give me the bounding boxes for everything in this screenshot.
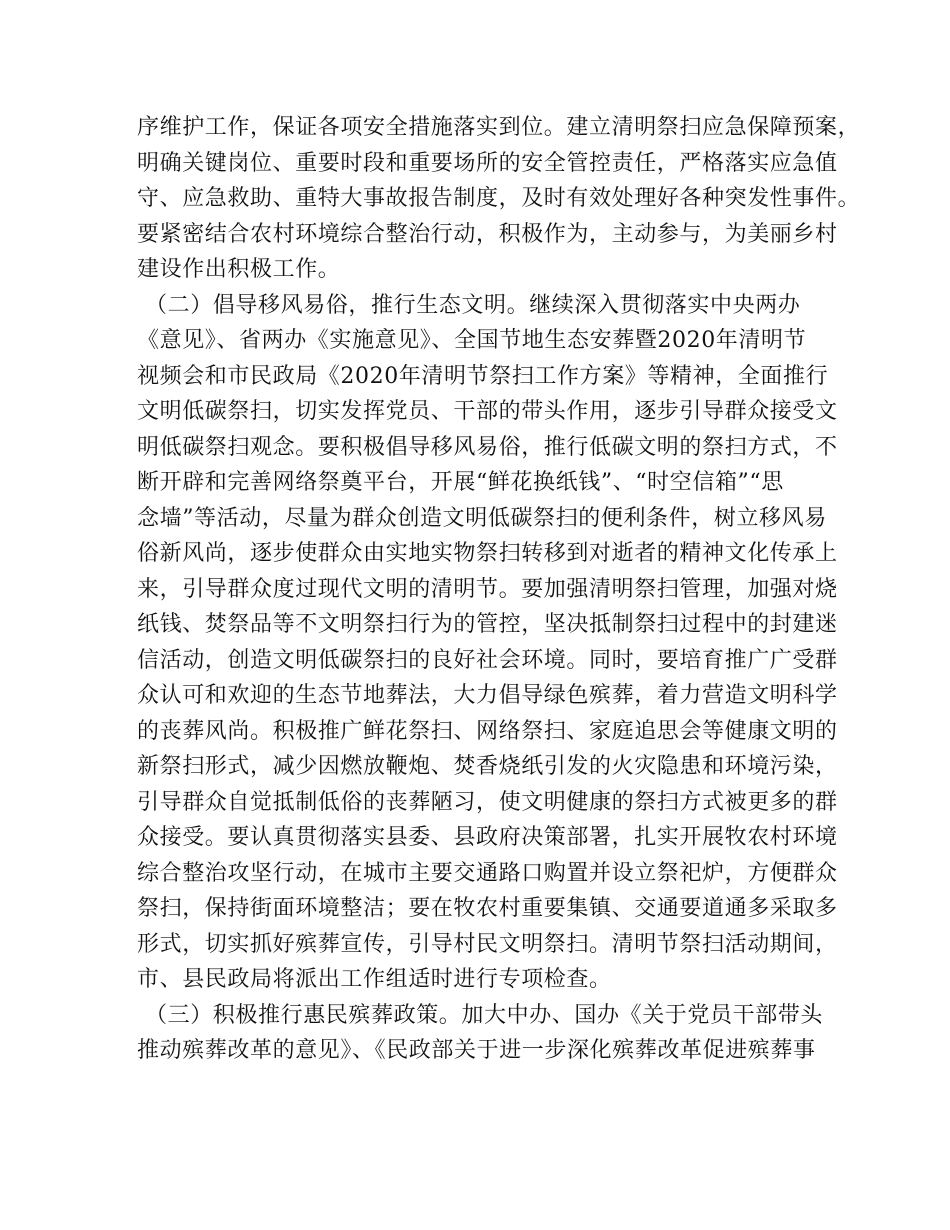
text-line: 俗新风尚，逐步使群众由实地实物祭扫转移到对逝者的精神文化传承上 [137,541,838,566]
text-line: 众接受。要认真贯彻落实县委、县政府决策部署，扎实开展牧农村环境 [137,825,838,850]
text-line: 市、县民政局将派出工作组适时进行专项检查。 [137,967,612,992]
text-line: 断开辟和完善网络祭奠平台，开展“鲜花换纸钱”、“时空信箱”“思 [137,470,784,495]
text-line: 来，引导群众度过现代文明的清明节。要加强清明祭扫管理，加强对烧 [137,576,838,602]
text-line: 《意见》、省两办《实施意见》、全国节地生态安葬暨2020年清明节 [137,328,807,353]
text-line: 推动殡葬改革的意见》、《民政部关于进一步深化殡葬改革促进殡葬事 [137,1038,816,1063]
text-line: 祭扫，保持街面环境整洁；要在牧农村重要集镇、交通要道通多采取多 [137,896,838,921]
text-line: 序维护工作，保证各项安全措施落实到位。建立清明祭扫应急保障预案， [137,115,861,140]
text-line: 守、应急救助、重特大事故报告制度，及时有效处理好各种突发性事件。 [137,186,861,211]
text-line: 要紧密结合农村环境综合整治行动，积极作为，主动参与，为美丽乡村 [137,221,838,247]
section-heading-line: （三）积极推行惠民殡葬政策。加大中办、国办《关于党员干部带头 [145,1002,824,1028]
text-line: 纸钱、焚祭品等不文明祭扫行为的管控，坚决抵制祭扫过程中的封建迷 [137,612,838,637]
text-line: 信活动，创造文明低碳祭扫的良好社会环境。同时，要培育推广广受群 [137,647,838,673]
text-line: 形式，切实抓好殡葬宣传，引导村民文明祭扫。清明节祭扫活动期间， [137,931,838,957]
text-line: 综合整治攻坚行动，在城市主要交通路口购置并设立祭祀炉，方便群众 [137,860,838,886]
text-line: 念墙”等活动，尽量为群众创造文明低碳祭扫的便利条件，树立移风易 [137,505,827,531]
text-line: 的丧葬风尚。积极推广鲜花祭扫、网络祭扫、家庭追思会等健康文明的 [137,718,838,744]
document-body [137,110,861,1069]
text-line: 新祭扫形式，减少因燃放鞭炮、焚香烧纸引发的火灾隐患和环境污染， [137,754,838,779]
text-line: 明低碳祭扫观念。要积极倡导移风易俗，推行低碳文明的祭扫方式，不 [137,434,838,460]
text-line: 引导群众自觉抵制低俗的丧葬陋习，使文明健康的祭扫方式被更多的群 [137,789,838,815]
text-line: 建设作出积极工作。 [137,257,341,282]
text-line: 众认可和欢迎的生态节地葬法，大力倡导绿色殡葬，着力营造文明科学 [137,683,838,708]
text-line: 明确关键岗位、重要时段和重要场所的安全管控责任，严格落实应急值 [137,150,838,176]
section-heading-line: （二）倡导移风易俗，推行生态文明。继续深入贯彻落实中央两办 [145,292,801,318]
text-line: 视频会和市民政局《2020年清明节祭扫工作方案》等精神，全面推行 [137,363,829,389]
text-line: 文明低碳祭扫，切实发挥党员、干部的带头作用，逐步引导群众接受文 [137,399,838,424]
